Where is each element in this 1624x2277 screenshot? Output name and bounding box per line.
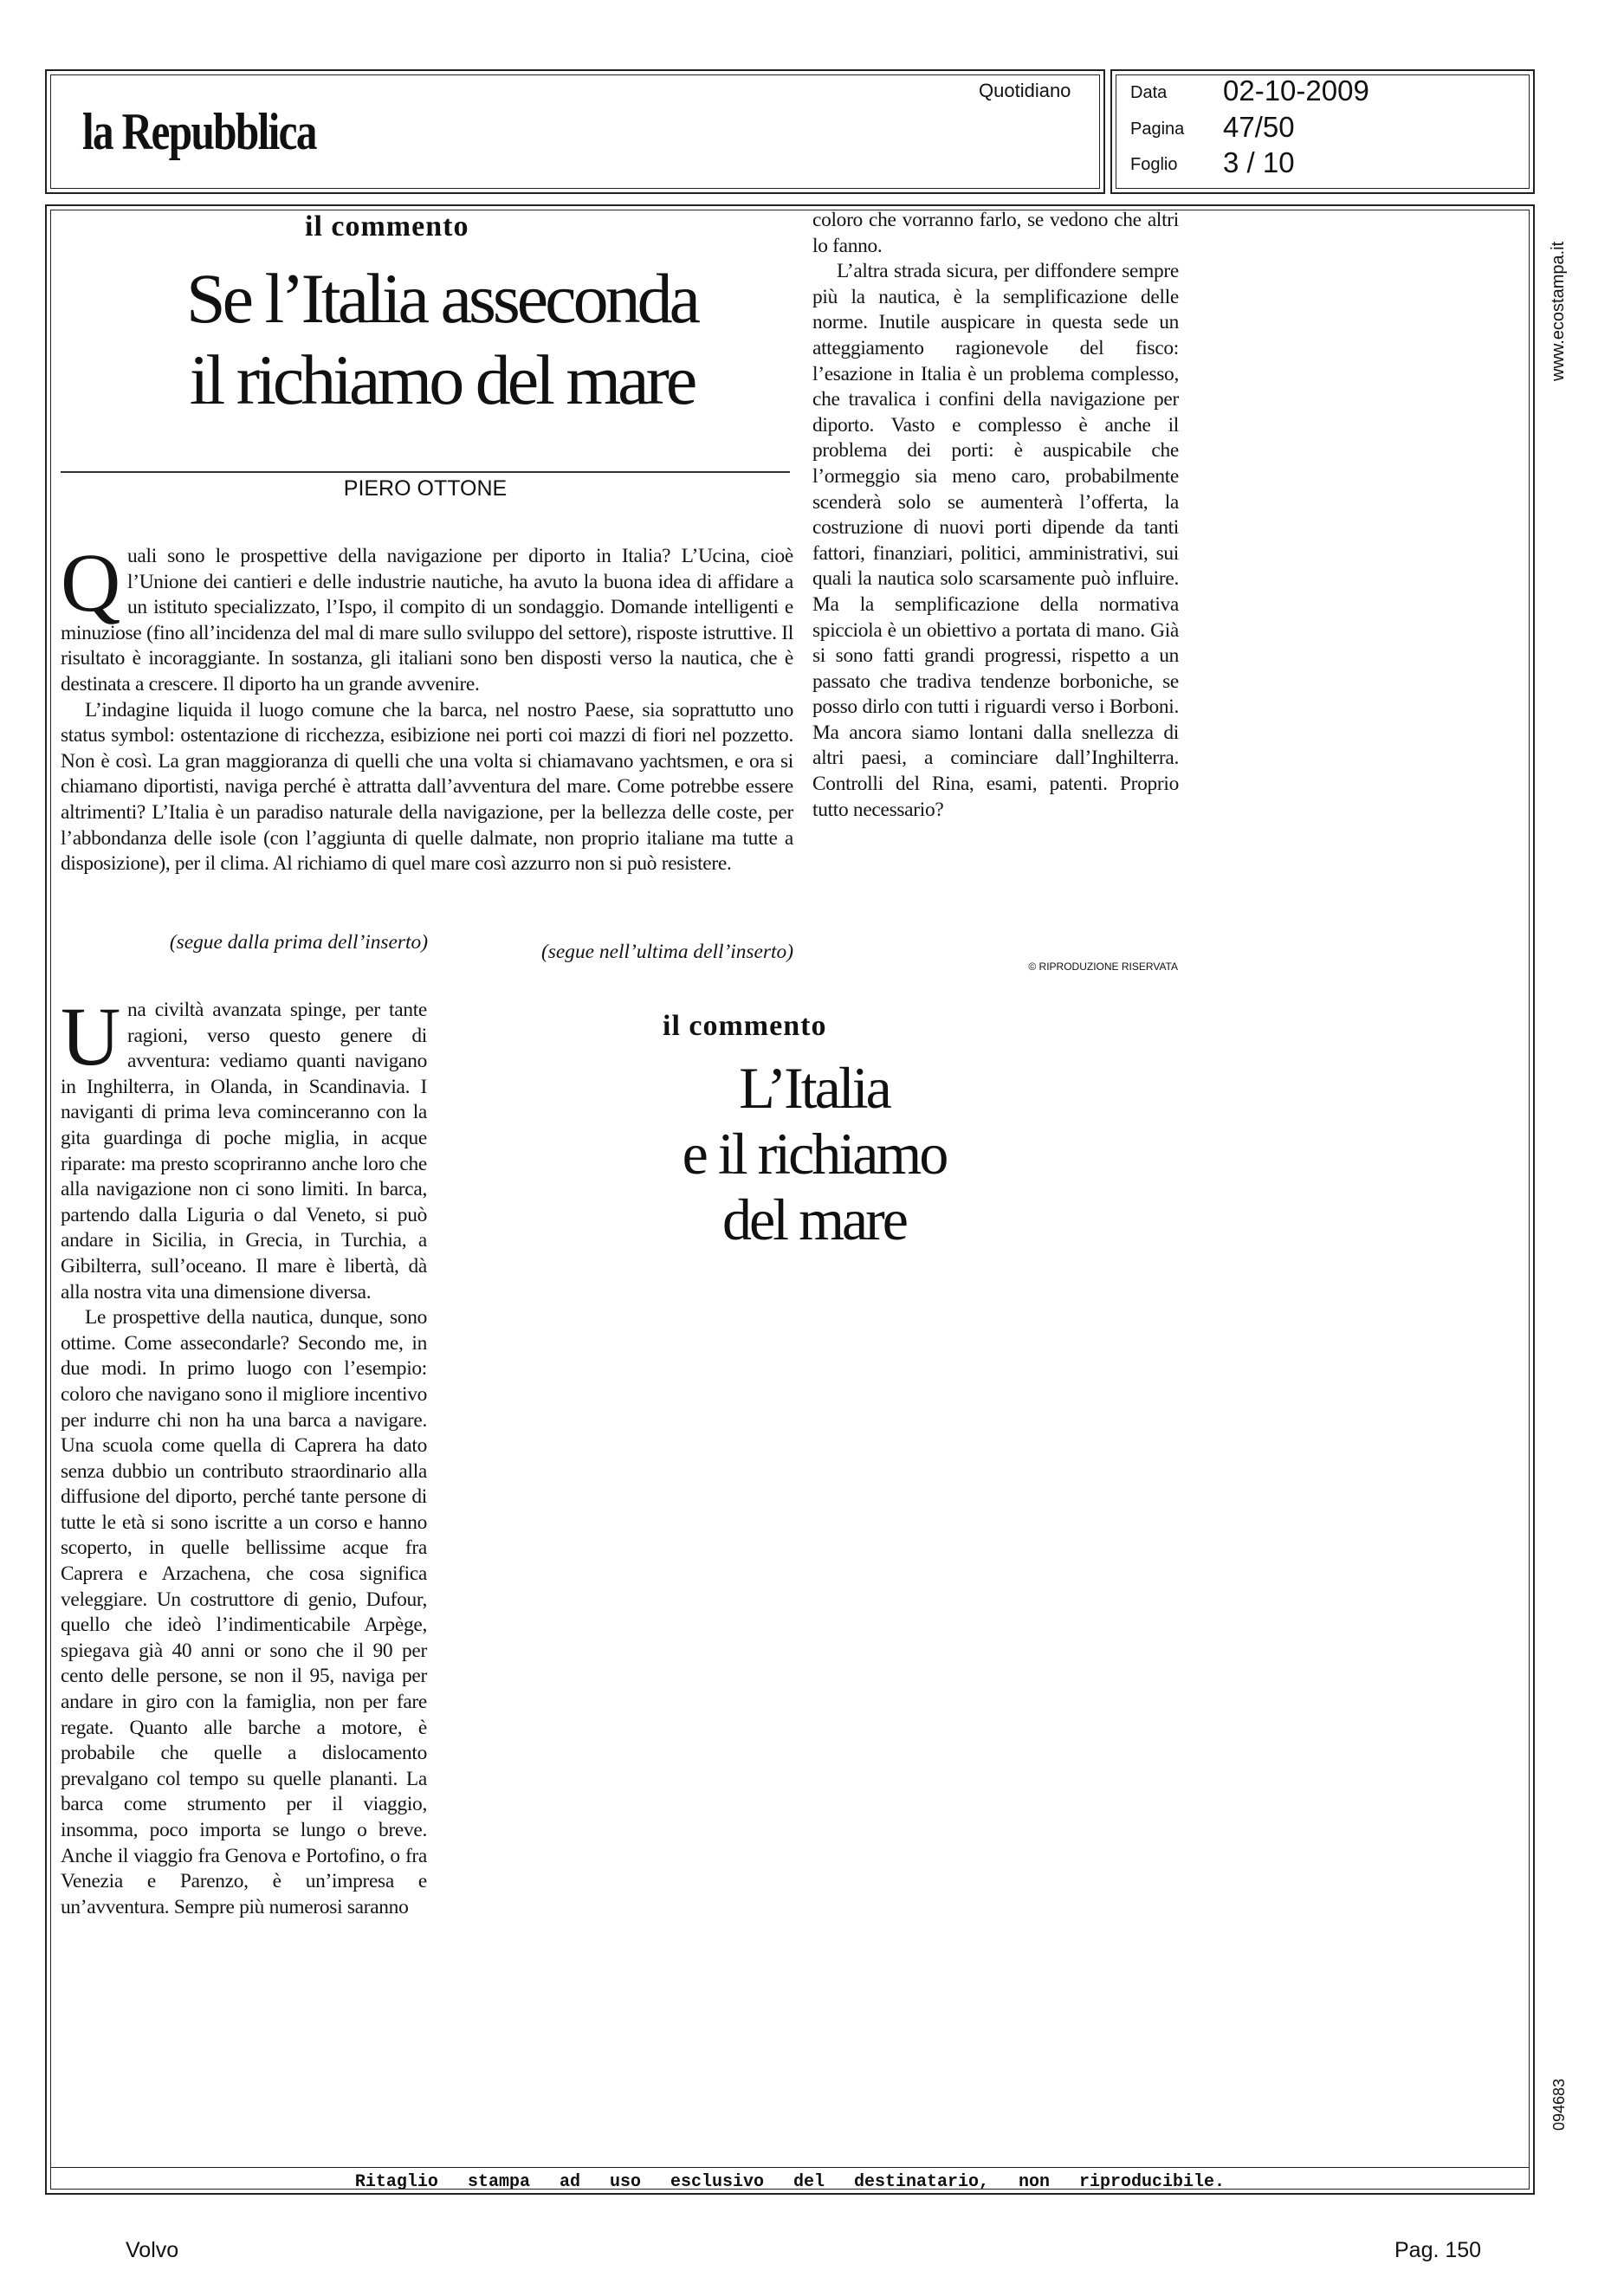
meta-label-pagina: Pagina [1130, 120, 1185, 139]
column-paragraph: coloro che vorranno farlo, se vedono che altri lo fanno. [812, 209, 1179, 257]
client-name: Volvo [126, 2238, 179, 2262]
copyright-note: © RIPRODUZIONE RISERVATA [1028, 961, 1178, 973]
masthead-logo: la Repubblica [82, 103, 316, 160]
footer-notice: Ritaglio stampa ad uso esclusivo del destinatario, non riproducibile. [354, 2172, 1226, 2192]
continues-to-note: (segue nell’ultima dell’inserto) [540, 941, 793, 963]
article-headline [113, 258, 771, 421]
meta-label-data: Data [1130, 83, 1168, 102]
article-column-2 [61, 990, 427, 1920]
column-paragraph: L’altra strada sicura, per diffondere sempre più la nautica, è la semplificazione delle norme. Inutile auspicare in questa sede un atteggiamento ragionevole del fisco: l’esazione in Italia è un problema complesso, che travalica i confini della navigazione per diporto. Vasto e complesso è anche il problema dei porti: è auspicabile che l’ormeggio sia meno caro, probabilmente scenderà solo se aumenterà l’offerta, la costruzione di nuovi porti dipende da tanti fattori, finanziari, politici, amministrativi, sui quali la nautica solo scarsamente può influire. Ma la semplificazione della normativa spicciola è un obiettivo a portata di mano. Già si sono fatti grandi progressi, rispetto a un passato che tradiva tendenze borboniche, se posso dirlo con tutti i riguardi verso i Borboni. Ma ancora siamo lontani dalla snellezza di altri paesi, a cominciare dall’Inghilterra. Controlli del Rina, esami, patenti. Proprio tutto necessario? [812, 260, 1179, 821]
teaser-headline-line: L’Italia [739, 1055, 890, 1121]
article-intro [61, 536, 793, 877]
drop-cap: Q [61, 536, 121, 629]
article-column-3 [812, 208, 1179, 823]
intro-paragraph: L’indagine liquida il luogo comune che la barca, nel nostro Paese, sia soprattutto uno status symbol: ostentazione di ricchezza, esibizione nei porti coi mazzi di fiori nel pozzetto. Non è così. La gran maggioranza di quelli che una volta si chiamavano yachtsmen, e ora si chiamano diportisti, naviga perché è attratta dall’avventura del mare. Come potrebbe essere altrimenti? L’Italia è un paradiso naturale della navigazione, per la bellezza delle coste, per l’abbondanza delle isole (con l’aggiunta di quelle dalmate, non proprio italiane ma tutte a disposizione), per il clima. Al richiamo di quel mare così azzurro non si può resistere. [61, 698, 793, 876]
teaser-headline-line: del mare [722, 1187, 906, 1252]
meta-label-foglio: Foglio [1130, 155, 1178, 174]
meta-value-data: 02-10-2009 [1223, 74, 1369, 107]
meta-value-foglio: 3 / 10 [1223, 146, 1295, 178]
headline-line: Se l’Italia asseconda [186, 259, 697, 338]
headline-rule [61, 471, 790, 473]
teaser-headline [589, 1055, 1039, 1252]
column-paragraph: Le prospettive della nautica, dunque, sono ottime. Come assecondarle? Secondo me, in due modi. In primo luogo con l’esempio: coloro che navigano sono il migliore incentivo per indurre chi non ha una barca a navigare. Una scuola come quella di Caprera ha dato senza dubbio un contributo straordinario alla diffusione del diporto, perché tante persone di tutte le età si sono iscritte a un corso e hanno scoperto, in quelle bellissime acque fra Caprera e Arzachena, che cosa significa veleggiare. Un costruttore di genio, Dufour, quello che ideò l’indimenticabile Arpège, spiegava già 40 anni or sono che il 90 per cento delle persone, se non il 95, naviga per andare in giro con la famiglia, non per fare regate. Quanto alle barche a motore, è probabile che quelle a dislocamento prevalgano col tempo su quelle plananti. La barca come strumento per il viaggio, insomma, poco importa se lungo o breve. Anche il viaggio fra Genova e Portofino, o fra Venezia e Parenzo, è un’impresa e un’avventura. Sempre più numerosi saranno [61, 1306, 427, 1918]
teaser-kicker: il commento [663, 1010, 827, 1042]
teaser-headline-line: e il richiamo [682, 1121, 947, 1187]
headline-line: il richiamo del mare [189, 340, 695, 419]
page-number: Pag. 150 [1394, 2238, 1482, 2262]
footer-rule [50, 2167, 1530, 2168]
intro-paragraph-text: uali sono le prospettive della navigazione per diporto in Italia? L’Ucina, cioè l’Unione dei cantieri e delle industrie nautiche, ha avuto la buona idea di affidare a un istituto specializzato, l’Ispo, il compito di un sondaggio. Domande intelligenti e minuziose (fino all’incidenza del mal di mare sullo sviluppo del settore), risposte istruttive. Il risultato è incoraggiante. In sostanza, gli italiani sono ben disposti verso la nautica, che è destinata a crescere. Il diporto ha un grande avvenire. [61, 545, 793, 695]
continues-from-note: (segue dalla prima dell’inserto) [169, 931, 428, 954]
intro-paragraph [61, 536, 793, 698]
side-url: www.ecostampa.it [1549, 241, 1568, 381]
meta-value-pagina: 47/50 [1223, 111, 1295, 143]
drop-cap: U [61, 990, 121, 1083]
article-author: PIERO OTTONE [343, 476, 508, 501]
side-code: 094683 [1550, 2078, 1568, 2131]
publication-type: Quotidiano [979, 80, 1071, 101]
article-kicker: il commento [305, 210, 469, 243]
column-paragraph [61, 990, 427, 1305]
column-paragraph-text: na civiltà avanzata spinge, per tante ragioni, verso questo genere di avventura: vediamo quanti navigano in Inghilterra, in Olanda, in Scandinavia. I naviganti di prima leva cominceranno con la gita guardinga di poche miglia, in acque riparate: ma presto scopriranno anche loro che alla navigazione non ci sono limiti. In barca, partendo dalla Liguria o dal Veneto, si può andare in Sicilia, in Grecia, in Turchia, a Gibilterra, sull’oceano. Il mare è libertà, dà alla nostra vita una dimensione diversa. [61, 999, 427, 1303]
